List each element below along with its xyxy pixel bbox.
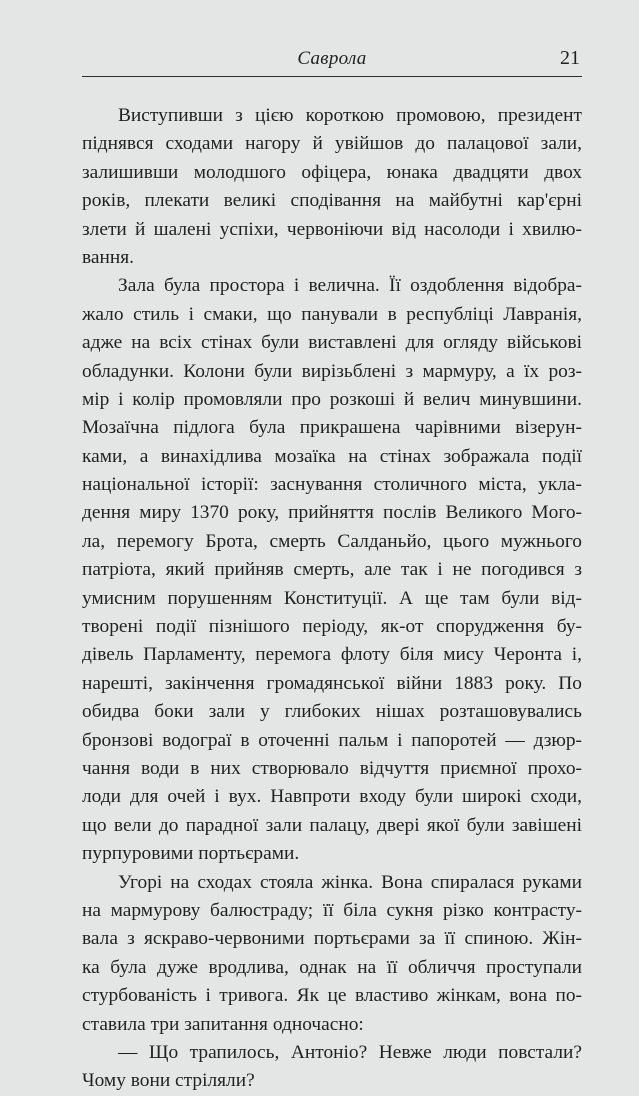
- paragraph: [82, 869, 582, 1039]
- text-line: років, плекати великі сподівання на майбутні кар'єрні: [82, 190, 582, 212]
- running-title: Саврола: [297, 48, 367, 69]
- text-line: Виступивши з цією короткою промовою, президент: [118, 105, 582, 126]
- text-line: вання.: [82, 246, 135, 268]
- text-line: жало стиль і смаки, що панували в республіці Лавранія,: [82, 303, 582, 325]
- paragraph: [82, 272, 582, 868]
- text-line: пурпуровими портьєрами.: [82, 843, 300, 865]
- text-line: дівель Парламенту, перемога флоту біля мису Черонта і,: [82, 644, 582, 666]
- text-line: стурбованість і тривога. Як це властиво жінкам, вона по-: [82, 985, 582, 1007]
- paragraph: [82, 102, 582, 272]
- text-line: залишивши молодшого офіцера, юнака двадцяти двох: [82, 161, 582, 183]
- text-line: Угорі на сходах стояла жінка. Вона спиралася руками: [118, 871, 582, 893]
- text-line: піднявся сходами нагору й увійшов до палацової зали,: [82, 133, 582, 155]
- text-line: Мозаїчна підлога була прикрашена чарівними візерун-: [82, 417, 582, 439]
- paragraph: [82, 1039, 582, 1096]
- text-line: ка була дуже вродлива, однак на її обличчя проступали: [82, 956, 582, 978]
- page-number: 21: [560, 47, 580, 69]
- text-line: бронзові водограї в оточенні пальм і папоротей — дзюр-: [82, 729, 582, 751]
- text-line: вала з яскраво-червоними портьєрами за її спиною. Жін-: [82, 928, 582, 950]
- text-line: лоди для очей і вух. Навпроти входу були широкі сходи,: [82, 786, 582, 808]
- page-header: [82, 46, 582, 77]
- text-line: чання води в них створювало відчуття приємної прохо-: [82, 757, 582, 779]
- text-line: ками, а винахідлива мозаїка на стінах зображала події: [82, 445, 582, 467]
- text-line: злети й шалені успіхи, червоніючи від насолоди і хвилю-: [82, 218, 582, 240]
- text-line: що вели до парадної зали палацу, двері якої були завішені: [82, 814, 582, 836]
- text-line: творені події пізнішого періоду, як-от спорудження бу-: [82, 616, 582, 638]
- text-line: на мармурову балюстраду; її біла сукня різко контрасту-: [82, 899, 582, 921]
- text-line: обидва боки зали у глибоких нішах розташовувались: [82, 701, 582, 723]
- text-line: ла, перемогу Брота, смерть Салданьйо, цього мужнього: [82, 530, 582, 552]
- text-line: обладунки. Колони були вирізьблені з мармуру, а їх роз-: [82, 360, 582, 382]
- text-line: адже на всіх стінах були виставлені для огляду військові: [82, 332, 582, 354]
- text-line: умисним порушенням Конституції. А ще там були від-: [82, 587, 582, 609]
- text-line: нарешті, закінчення громадянської війни 1883 року. По: [82, 672, 582, 694]
- text-line: ставила три запитання одночасно:: [82, 1013, 364, 1035]
- text-line: Зала була простора і велична. Її оздоблення відобра-: [118, 275, 582, 297]
- text-line: Чому вони стріляли?: [82, 1070, 255, 1092]
- text-line: — Що трапилось, Антоніо? Невже люди повстали?: [118, 1041, 582, 1063]
- text-line: мір і колір промовляли про розкоші й велич минувшини.: [82, 388, 582, 410]
- body-text: [82, 102, 582, 1096]
- text-line: патріота, який прийняв смерть, але так і не погодився з: [82, 559, 582, 581]
- text-line: дення миру 1370 року, прийняття послів Великого Moго-: [82, 502, 582, 524]
- text-line: національної історії: заснування столичного міста, укла-: [82, 474, 582, 496]
